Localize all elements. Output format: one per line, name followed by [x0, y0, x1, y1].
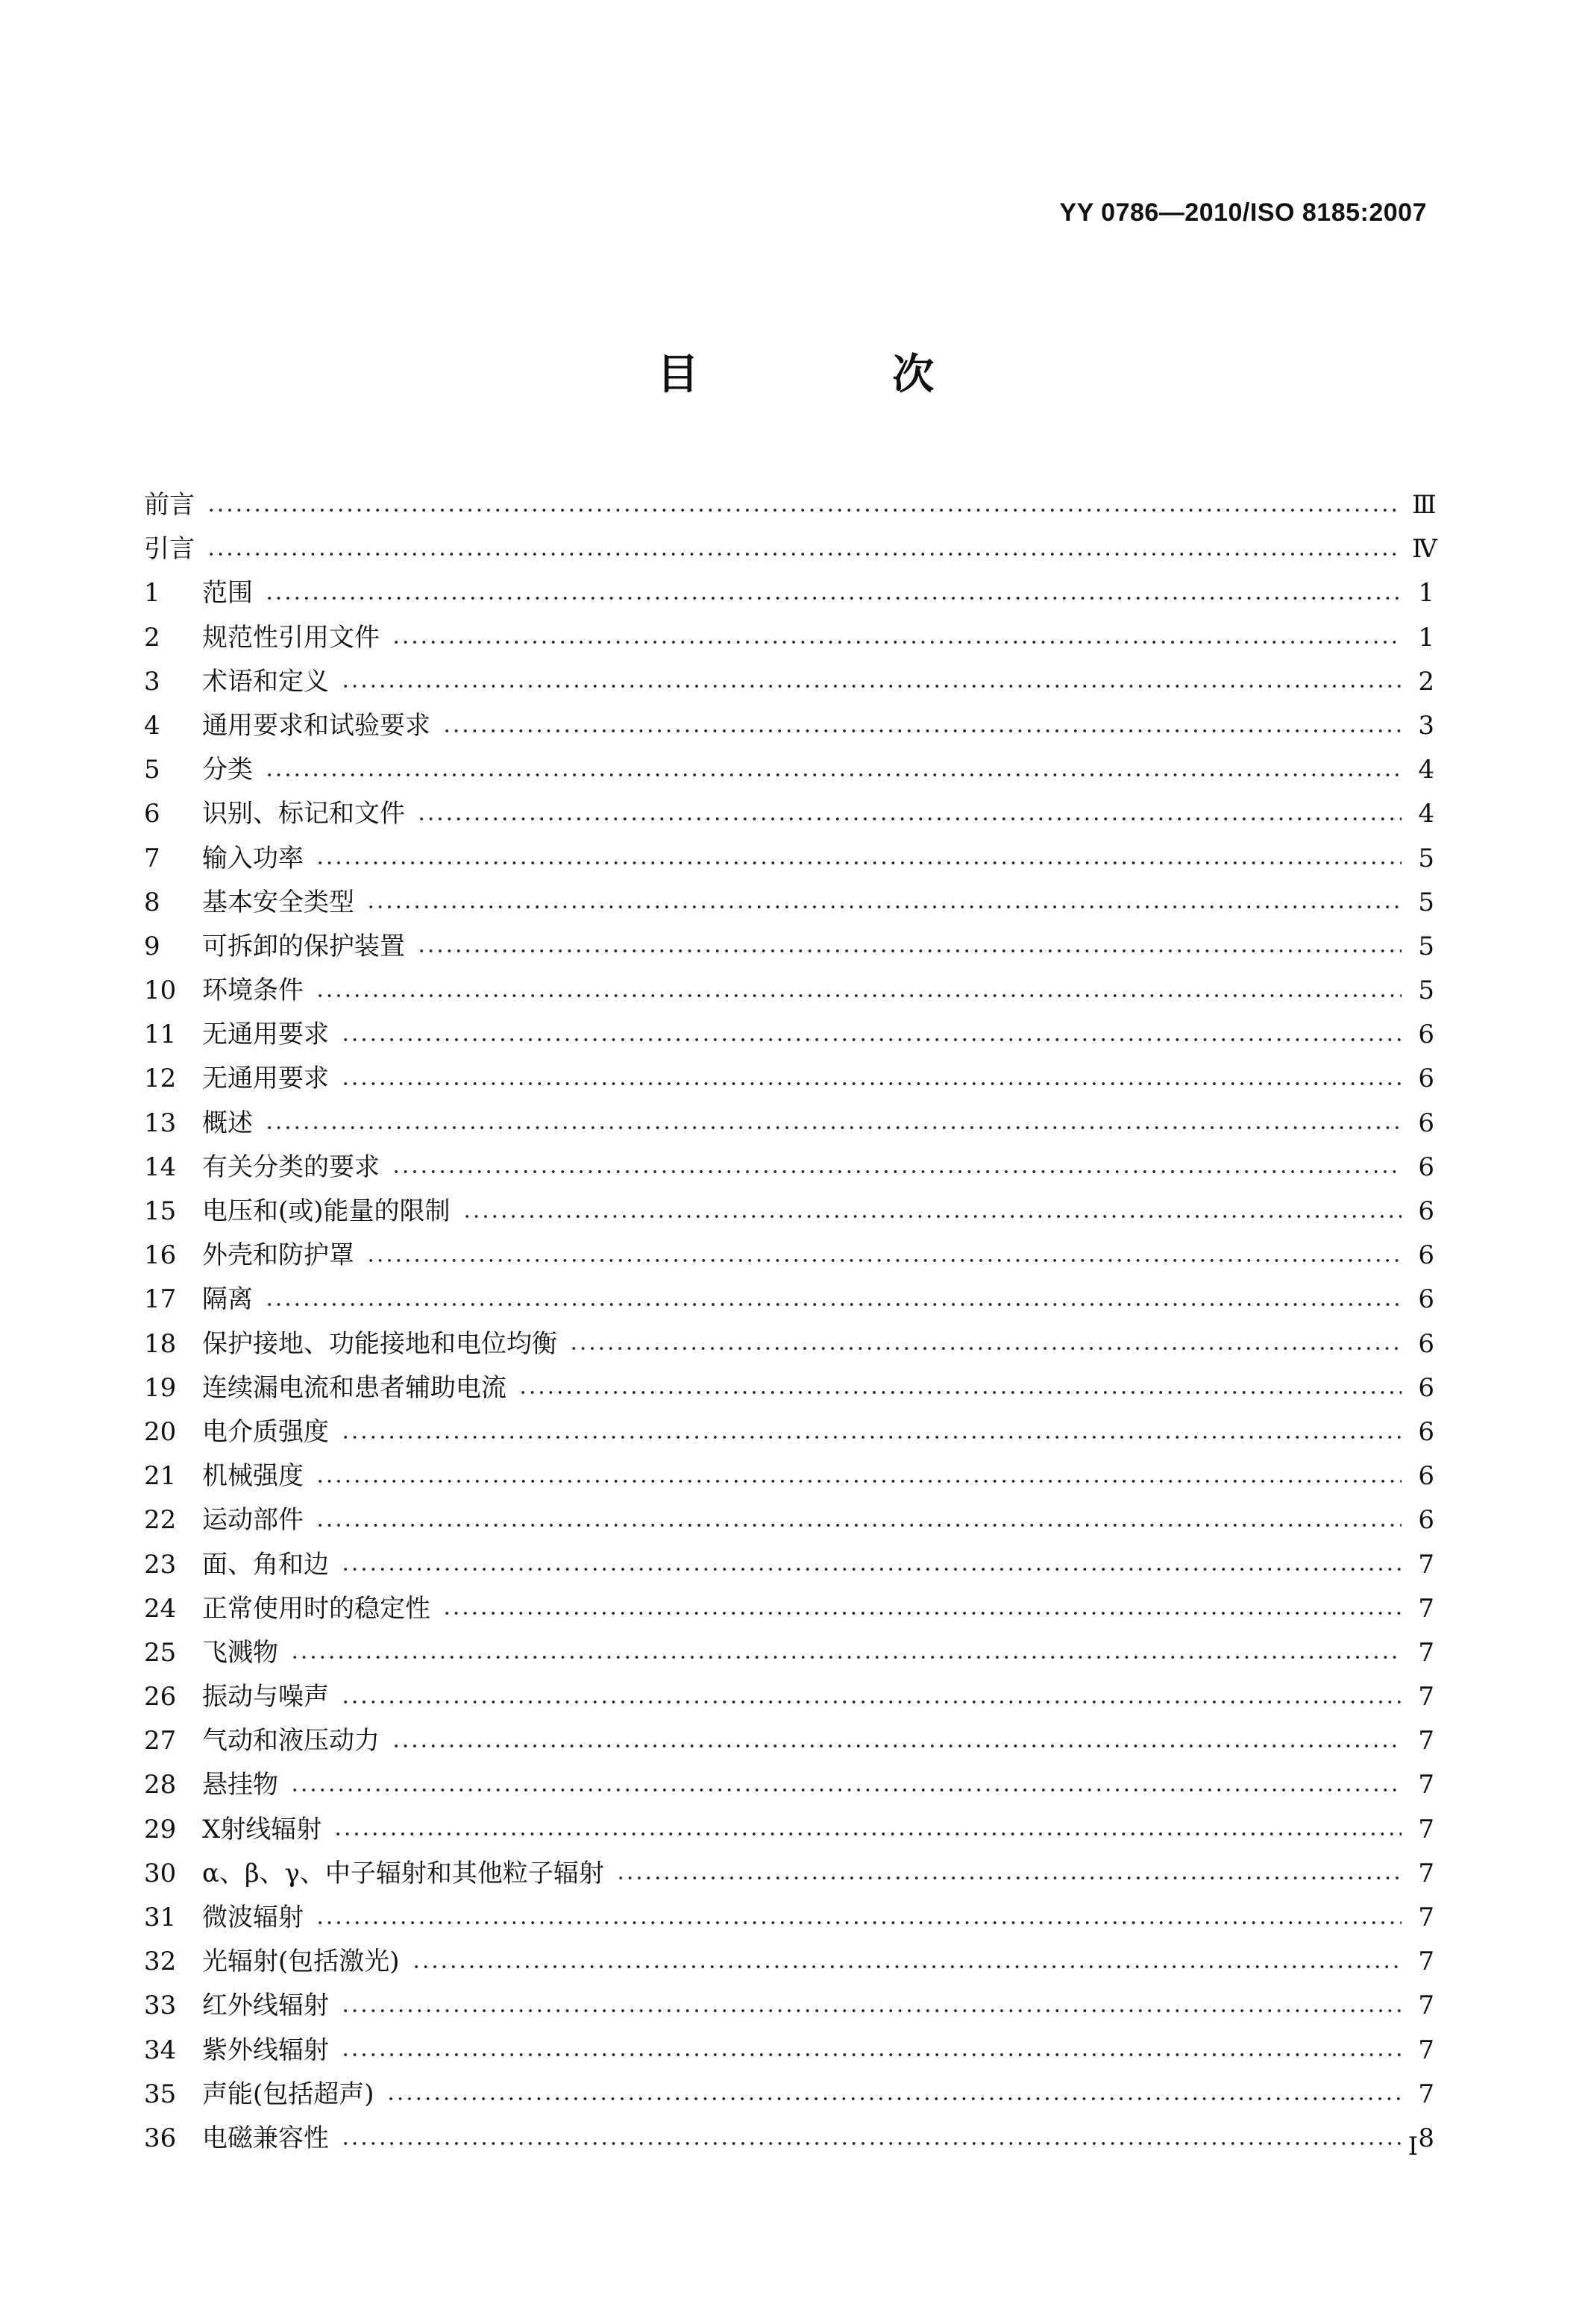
- toc-entry-number: 4: [144, 710, 160, 741]
- toc-entry-title: 输入功率: [202, 843, 304, 873]
- toc-entry-page: 6: [1418, 1505, 1434, 1536]
- toc-entry-title: 飞溅物: [202, 1637, 278, 1668]
- toc-entry-title: 电介质强度: [202, 1416, 329, 1447]
- toc-entry-page: 6: [1418, 1152, 1434, 1182]
- toc-entry-title: 电压和(或)能量的限制: [202, 1196, 451, 1226]
- toc-entry-page: 7: [1418, 2035, 1434, 2065]
- toc-entry-title: 紫外线辐射: [202, 2035, 329, 2065]
- toc-dot-leader: [417, 948, 1402, 954]
- toc-entry-title: 基本安全类型: [202, 887, 354, 917]
- toc-entry-number: 25: [144, 1637, 177, 1668]
- toc-dot-leader: [265, 1301, 1402, 1307]
- toc-entry-number: 34: [144, 2035, 177, 2065]
- toc-dot-leader: [207, 551, 1402, 557]
- toc-dot-leader: [392, 1169, 1402, 1175]
- toc-entry-page: 6: [1418, 1328, 1434, 1359]
- toc-dot-leader: [462, 1213, 1402, 1219]
- toc-entry-number: 31: [144, 1903, 177, 1932]
- toc-entry-number: 24: [144, 1593, 177, 1624]
- toc-entry-title: 范围: [202, 578, 253, 609]
- toc-entry-page: 6: [1418, 1416, 1434, 1447]
- toc-entry-page: 7: [1418, 1593, 1434, 1624]
- toc-dot-leader: [341, 2008, 1402, 2014]
- toc-entry-title: 有关分类的要求: [202, 1152, 380, 1182]
- toc-entry: [144, 1278, 1434, 1322]
- toc-entry: [144, 1234, 1434, 1278]
- page-title: 目 次: [656, 351, 1024, 399]
- toc-dot-leader: [265, 1125, 1402, 1131]
- toc-entry-title: 无通用要求: [202, 1064, 329, 1094]
- toc-entry-page: 6: [1418, 1284, 1434, 1315]
- toc-entry-page: 6: [1418, 1020, 1434, 1050]
- toc-dot-leader: [316, 1920, 1402, 1926]
- toc-dot-leader: [341, 1037, 1402, 1043]
- toc-entry-title: 识别、标记和文件: [202, 799, 405, 829]
- toc-entry: [144, 1102, 1434, 1146]
- toc-entry-title: 正常使用时的稳定性: [202, 1593, 430, 1624]
- toc-entry: [144, 748, 1434, 792]
- toc-entry: [144, 616, 1434, 660]
- toc-entry-number: 9: [144, 931, 160, 961]
- toc-entry-number: 16: [144, 1240, 177, 1271]
- toc-dot-leader: [265, 595, 1402, 601]
- toc-entry: [144, 1322, 1434, 1366]
- toc-entry-page: 4: [1418, 799, 1434, 829]
- toc-entry-title: 振动与噪声: [202, 1682, 329, 1712]
- toc-entry-number: 19: [144, 1372, 177, 1403]
- toc-entry-page: 6: [1418, 1108, 1434, 1138]
- toc-entry-page: 5: [1418, 887, 1434, 917]
- toc-dot-leader: [412, 1964, 1402, 1970]
- toc-entry: [144, 1719, 1434, 1763]
- toc-entry-page: 1: [1418, 622, 1434, 653]
- toc-entry-title: α、β、γ、中子辐射和其他粒子辐射: [202, 1858, 604, 1888]
- toc-entry-number: 33: [144, 1991, 177, 2021]
- toc-entry-page: 7: [1418, 1947, 1434, 1977]
- toc-entry: [144, 1763, 1434, 1807]
- toc-entry: [144, 1013, 1434, 1057]
- toc-dot-leader: [442, 1610, 1402, 1616]
- toc-entry: [144, 1146, 1434, 1190]
- toc-entry-page: Ⅳ: [1412, 534, 1437, 565]
- toc-entry: [144, 1543, 1434, 1587]
- toc-entry-title: 运动部件: [202, 1505, 304, 1536]
- toc-entry-page: 6: [1418, 1064, 1434, 1094]
- toc-entry: [144, 2073, 1434, 2117]
- standard-code: YY 0786—2010/ISO 8185:2007: [1059, 198, 1427, 227]
- table-of-contents: [144, 483, 1437, 2161]
- toc-entry-title: 气动和液压动力: [202, 1726, 380, 1756]
- toc-entry-title: 无通用要求: [202, 1020, 329, 1050]
- toc-dot-leader: [341, 1566, 1402, 1572]
- toc-entry-number: 29: [144, 1814, 177, 1844]
- toc-entry-page: 7: [1418, 1770, 1434, 1800]
- toc-entry-page: 1: [1418, 578, 1434, 609]
- toc-entry-page: 6: [1418, 1461, 1434, 1492]
- toc-dot-leader: [442, 728, 1402, 734]
- toc-entry-number: 15: [144, 1196, 177, 1226]
- toc-entry-number: 23: [144, 1549, 177, 1580]
- toc-entry-number: 1: [144, 578, 160, 609]
- toc-entry-page: 5: [1418, 976, 1434, 1006]
- toc-dot-leader: [616, 1875, 1402, 1881]
- toc-entry-number: 28: [144, 1770, 177, 1800]
- toc-entry: [144, 1454, 1434, 1498]
- toc-entry-title: 术语和定义: [202, 666, 329, 697]
- toc-entry-page: 6: [1418, 1240, 1434, 1271]
- toc-entry-page: 7: [1418, 1858, 1434, 1888]
- toc-entry-number: 2: [144, 622, 160, 653]
- toc-entry-page: 7: [1418, 1682, 1434, 1712]
- toc-entry-number: 18: [144, 1328, 177, 1359]
- toc-dot-leader: [316, 860, 1402, 866]
- toc-entry-page: 7: [1418, 1814, 1434, 1844]
- toc-entry: [144, 571, 1434, 615]
- toc-dot-leader: [341, 1434, 1402, 1440]
- toc-entry-number: 17: [144, 1284, 177, 1315]
- toc-entry-number: 3: [144, 666, 160, 697]
- toc-dot-leader: [290, 1654, 1402, 1660]
- toc-entry: [144, 837, 1434, 881]
- toc-dot-leader: [265, 772, 1402, 778]
- toc-entry-number: 12: [144, 1064, 177, 1094]
- toc-entry-number: 5: [144, 755, 160, 785]
- toc-entry-number: 20: [144, 1416, 177, 1447]
- toc-entry-page: 4: [1418, 755, 1434, 785]
- toc-entry-page: 6: [1418, 1372, 1434, 1403]
- toc-dot-leader: [569, 1345, 1402, 1351]
- toc-entry-title: 机械强度: [202, 1461, 304, 1492]
- toc-dot-leader: [316, 1522, 1402, 1528]
- toc-entry: [144, 1190, 1434, 1234]
- toc-entry-title: 声能(包括超声): [202, 2079, 374, 2109]
- toc-entry: [144, 704, 1434, 748]
- toc-entry: [144, 483, 1437, 527]
- toc-entry-title: 外壳和防护罩: [202, 1240, 354, 1271]
- toc-entry-title: 红外线辐射: [202, 1991, 329, 2021]
- toc-entry-number: 14: [144, 1152, 177, 1182]
- toc-entry: [144, 969, 1434, 1013]
- toc-entry-number: 30: [144, 1858, 177, 1888]
- toc-entry: [144, 527, 1437, 571]
- toc-dot-leader: [316, 1478, 1402, 1484]
- toc-entry-number: 7: [144, 843, 160, 873]
- toc-entry: [144, 1940, 1434, 1984]
- toc-entry-title: 规范性引用文件: [202, 622, 380, 653]
- toc-entry-number: 35: [144, 2079, 177, 2109]
- toc-entry-number: 27: [144, 1726, 177, 1756]
- toc-dot-leader: [392, 1743, 1402, 1749]
- toc-entry-title: X射线辐射: [202, 1814, 322, 1844]
- toc-entry-title: 通用要求和试验要求: [202, 710, 430, 741]
- toc-entry: [144, 1366, 1434, 1410]
- toc-entry-title: 光辐射(包括激光): [202, 1947, 400, 1977]
- toc-entry-title: 可拆卸的保护装置: [202, 931, 405, 961]
- toc-entry-number: 11: [144, 1020, 177, 1050]
- toc-dot-leader: [341, 683, 1402, 689]
- toc-dot-leader: [333, 1831, 1402, 1837]
- toc-entry: [144, 2029, 1434, 2073]
- toc-entry-title: 环境条件: [202, 976, 304, 1006]
- toc-entry-number: 26: [144, 1682, 177, 1712]
- toc-entry: [144, 1984, 1434, 2028]
- toc-entry-page: 6: [1418, 1196, 1434, 1226]
- toc-entry-number: 21: [144, 1461, 177, 1492]
- toc-dot-leader: [417, 816, 1402, 822]
- toc-entry: [144, 792, 1434, 836]
- toc-dot-leader: [518, 1389, 1402, 1395]
- toc-entry-title: 前言: [144, 490, 195, 520]
- toc-entry-number: 22: [144, 1505, 177, 1536]
- toc-dot-leader: [366, 1257, 1402, 1263]
- toc-entry: [144, 881, 1434, 925]
- toc-dot-leader: [341, 2141, 1402, 2146]
- toc-entry: [144, 1631, 1434, 1675]
- toc-entry-page: 2: [1418, 666, 1434, 697]
- toc-entry: [144, 1675, 1434, 1719]
- toc-dot-leader: [366, 904, 1402, 910]
- toc-entry-title: 连续漏电流和患者辅助电流: [202, 1372, 506, 1403]
- toc-entry-title: 概述: [202, 1108, 253, 1138]
- toc-entry-title: 保护接地、功能接地和电位均衡: [202, 1328, 557, 1359]
- toc-entry: [144, 1410, 1434, 1454]
- toc-entry-page: 5: [1418, 843, 1434, 873]
- toc-entry-title: 电磁兼容性: [202, 2123, 329, 2153]
- toc-entry-number: 36: [144, 2123, 177, 2153]
- page-number: I: [1408, 2132, 1418, 2161]
- toc-entry-title: 面、角和边: [202, 1549, 329, 1580]
- toc-entry-page: 7: [1418, 1991, 1434, 2021]
- toc-entry-title: 悬挂物: [202, 1770, 278, 1800]
- toc-entry: [144, 925, 1434, 969]
- toc-entry-page: 3: [1418, 710, 1434, 741]
- toc-entry-page: 5: [1418, 931, 1434, 961]
- toc-dot-leader: [341, 2052, 1402, 2058]
- toc-entry-title: 隔离: [202, 1284, 253, 1315]
- toc-entry-page: 7: [1418, 1549, 1434, 1580]
- toc-entry-page: 7: [1418, 1726, 1434, 1756]
- toc-entry-title: 引言: [144, 534, 195, 565]
- toc-entry: [144, 2117, 1434, 2161]
- toc-dot-leader: [341, 1081, 1402, 1087]
- toc-entry: [144, 1057, 1434, 1101]
- toc-dot-leader: [290, 1787, 1402, 1793]
- toc-entry-number: 8: [144, 887, 160, 917]
- toc-entry: [144, 1896, 1434, 1940]
- toc-entry-number: 13: [144, 1108, 177, 1138]
- toc-dot-leader: [341, 1699, 1402, 1705]
- toc-entry: [144, 1808, 1434, 1852]
- toc-entry-number: 10: [144, 976, 177, 1006]
- toc-dot-leader: [316, 993, 1402, 999]
- toc-entry: [144, 1587, 1434, 1631]
- toc-entry-title: 微波辐射: [202, 1903, 304, 1932]
- toc-entry-number: 6: [144, 799, 160, 829]
- toc-entry-title: 分类: [202, 755, 253, 785]
- toc-entry: [144, 660, 1434, 704]
- toc-entry-page: 7: [1418, 1903, 1434, 1932]
- toc-entry: [144, 1852, 1434, 1896]
- toc-entry-number: 32: [144, 1947, 177, 1977]
- toc-dot-leader: [392, 639, 1402, 645]
- toc-entry-page: 7: [1418, 1637, 1434, 1668]
- toc-entry-page: Ⅲ: [1412, 490, 1437, 520]
- toc-dot-leader: [386, 2096, 1402, 2102]
- toc-entry-page: 8: [1418, 2123, 1434, 2153]
- toc-entry: [144, 1498, 1434, 1542]
- toc-entry-page: 7: [1418, 2079, 1434, 2109]
- toc-dot-leader: [207, 507, 1402, 513]
